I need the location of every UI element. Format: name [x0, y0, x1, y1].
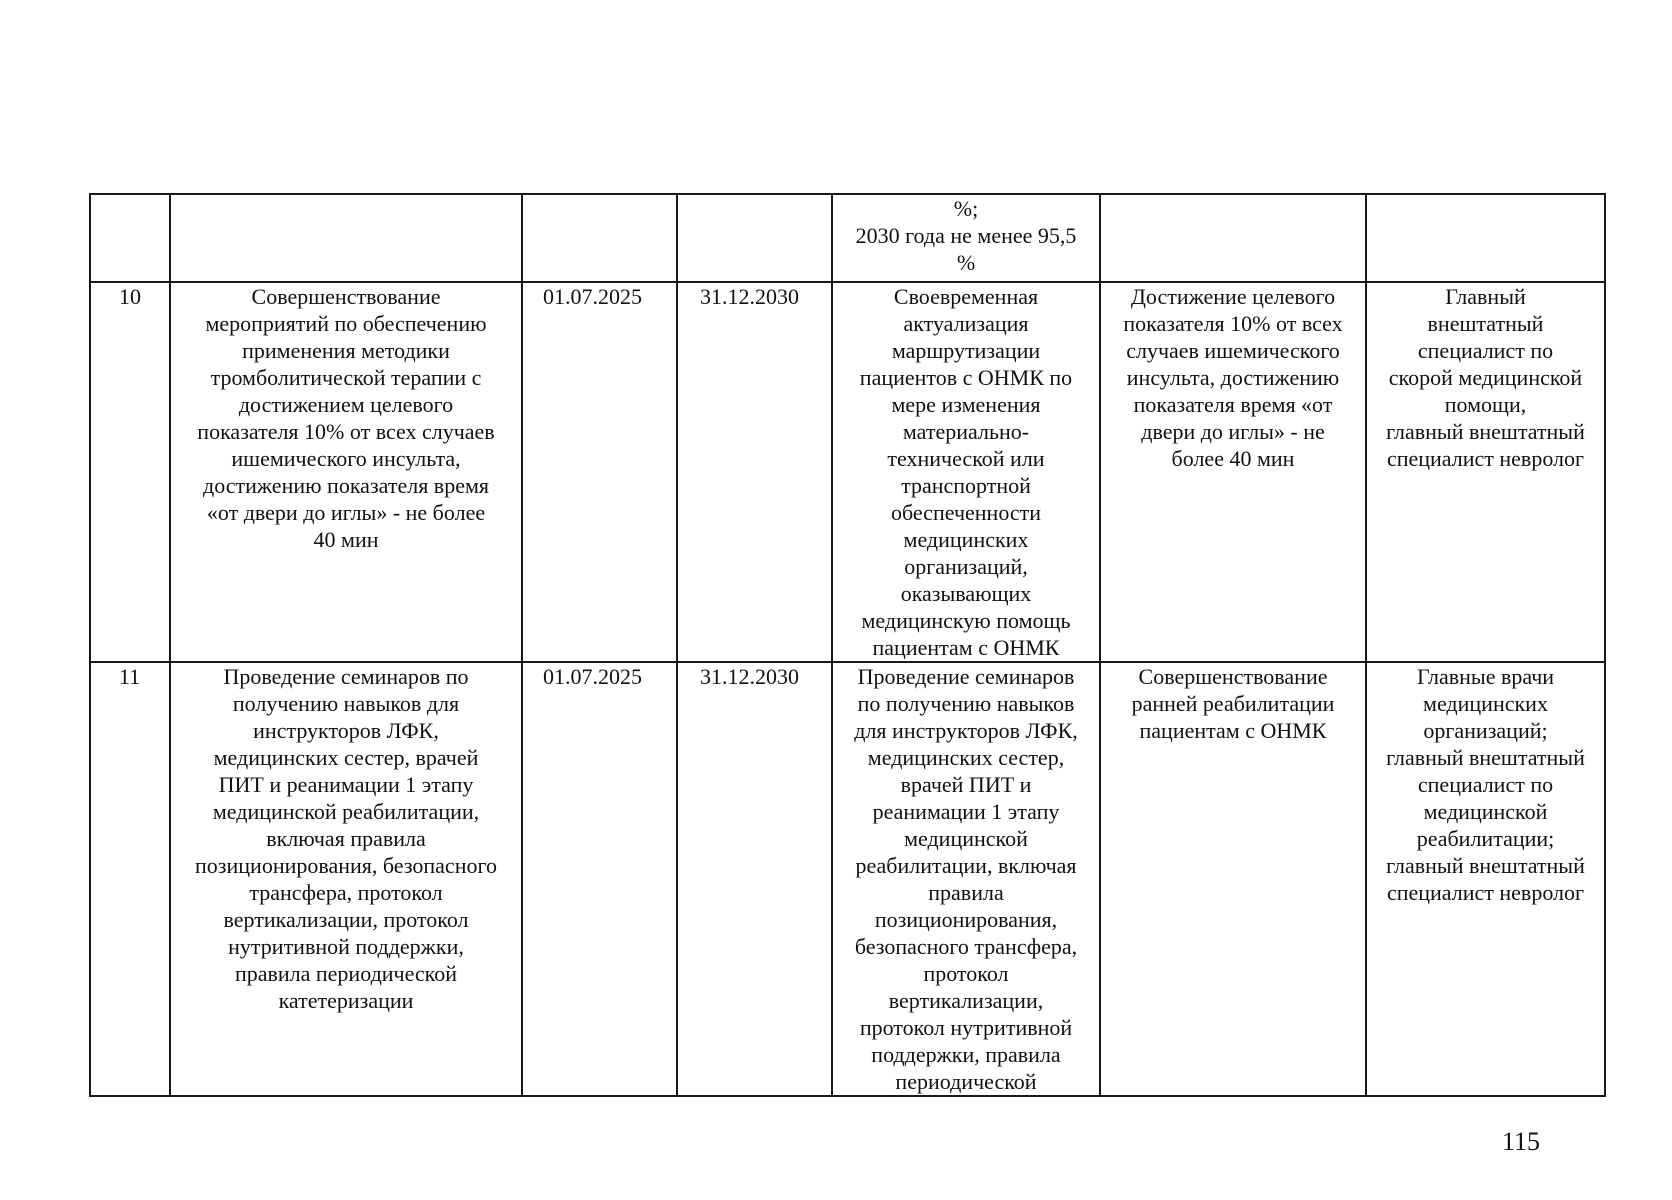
table-row: [90, 282, 1605, 662]
table-row: [90, 194, 1605, 282]
row-number-cell: 11: [90, 662, 170, 1096]
page-number: 115: [1502, 1127, 1541, 1156]
measure-cell: [170, 194, 522, 282]
end-date-cell: 31.12.2030: [677, 282, 832, 662]
responsible-cell: [1366, 194, 1605, 282]
result-cell: Своевременная актуализация маршрутизации пациентов с ОНМК по мере изменения материально- технической или транспортной обеспеченности медицинских организаций, оказывающих медицинскую помощь пациентам с ОНМК: [832, 282, 1100, 662]
table-row: [90, 662, 1605, 1096]
indicator-cell: [1100, 194, 1366, 282]
end-date-cell: 31.12.2030: [677, 662, 832, 1096]
measure-cell: Совершенствование мероприятий по обеспечению применения методики тромболитической терапии с достижением целевого показателя 10% от всех случаев ишемического инсульта, достижению показателя время «от двери до иглы» - не более 40 мин: [170, 282, 522, 662]
start-date-cell: 01.07.2025: [522, 282, 677, 662]
result-cell: Проведение семинаров по получению навыков для инструкторов ЛФК, медицинских сестер, врачей ПИТ и реанимации 1 этапу медицинской реабилитации, включая правила позиционирования, безопасного трансфера, протокол вертикализации, протокол нутритивной поддержки, правила периодической: [832, 662, 1100, 1096]
measures-table: [89, 193, 1606, 1097]
row-number-cell: 10: [90, 282, 170, 662]
start-date-cell: [522, 194, 677, 282]
indicator-cell: Совершенствование ранней реабилитации пациентам с ОНМК: [1100, 662, 1366, 1096]
responsible-cell: Главные врачи медицинских организаций; главный внештатный специалист по медицинской реабилитации; главный внештатный специалист невролог: [1366, 662, 1605, 1096]
row-number-cell: [90, 194, 170, 282]
start-date-cell: 01.07.2025: [522, 662, 677, 1096]
result-cell: %; 2030 года не менее 95,5 %: [832, 194, 1100, 282]
end-date-cell: [677, 194, 832, 282]
indicator-cell: Достижение целевого показателя 10% от всех случаев ишемического инсульта, достижению показателя время «от двери до иглы» - не более 40 мин: [1100, 282, 1366, 662]
measure-cell: Проведение семинаров по получению навыков для инструкторов ЛФК, медицинских сестер, врачей ПИТ и реанимации 1 этапу медицинской реабилитации, включая правила позиционирования, безопасного трансфера, протокол вертикализации, протокол нутритивной поддержки, правила периодической катетеризации: [170, 662, 522, 1096]
responsible-cell: Главный внештатный специалист по скорой медицинской помощи, главный внештатный специалист невролог: [1366, 282, 1605, 662]
